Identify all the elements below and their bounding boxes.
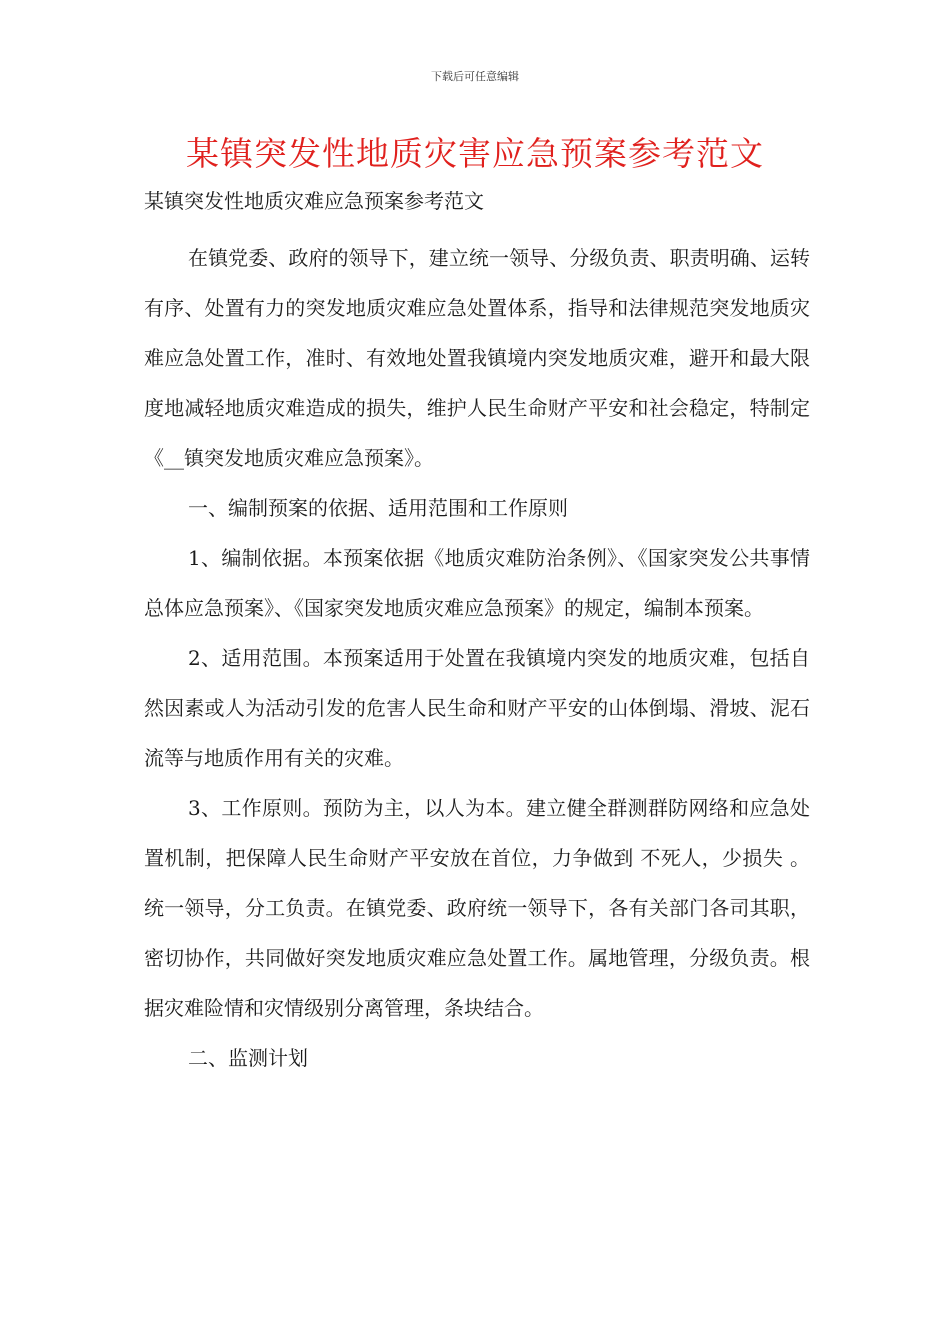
section-heading-1: 一、编制预案的依据、适用范围和工作原则 — [188, 496, 568, 520]
document-title: 某镇突发性地质灾害应急预案参考范文 — [186, 134, 764, 173]
item-principles: 3、工作原则。预防为主，以人为本。建立健全群测群防网络和应急处置机制，把保障人民生命财产平安放在首位，力争做到 不死人，少损失 。统一领导，分工负责。在镇党委、政府统一领导下，各有关部门各司其职，密切协作，共同做好突发地质灾难应急处置工作。属地管理，分级负责。根据灾难险情和灾情级别分离管理，条块结合。 — [144, 796, 810, 1020]
section-heading-2: 二、监测计划 — [188, 1046, 308, 1070]
document-body — [144, 185, 810, 1083]
header-note: 下载后可任意编辑 — [431, 70, 519, 83]
intro-paragraph: 在镇党委、政府的领导下，建立统一领导、分级负责、职责明确、运转有序、处置有力的突发地质灾难应急处置体系，指导和法律规范突发地质灾难应急处置工作，准时、有效地处置我镇境内突发地质灾难，避开和最大限度地减轻地质灾难造成的损失，维护人民生命财产平安和社会稳定，特制定《__镇突发地质灾难应急预案》。 — [144, 246, 810, 470]
document-subtitle: 某镇突发性地质灾难应急预案参考范文 — [144, 189, 484, 213]
item-scope: 2、适用范围。本预案适用于处置在我镇境内突发的地质灾难，包括自然因素或人为活动引发的危害人民生命和财产平安的山体倒塌、滑坡、泥石流等与地质作用有关的灾难。 — [144, 646, 810, 770]
item-basis: 1、编制依据。本预案依据《地质灾难防治条例》、《国家突发公共事情总体应急预案》、《国家突发地质灾难应急预案》的规定，编制本预案。 — [144, 546, 810, 620]
